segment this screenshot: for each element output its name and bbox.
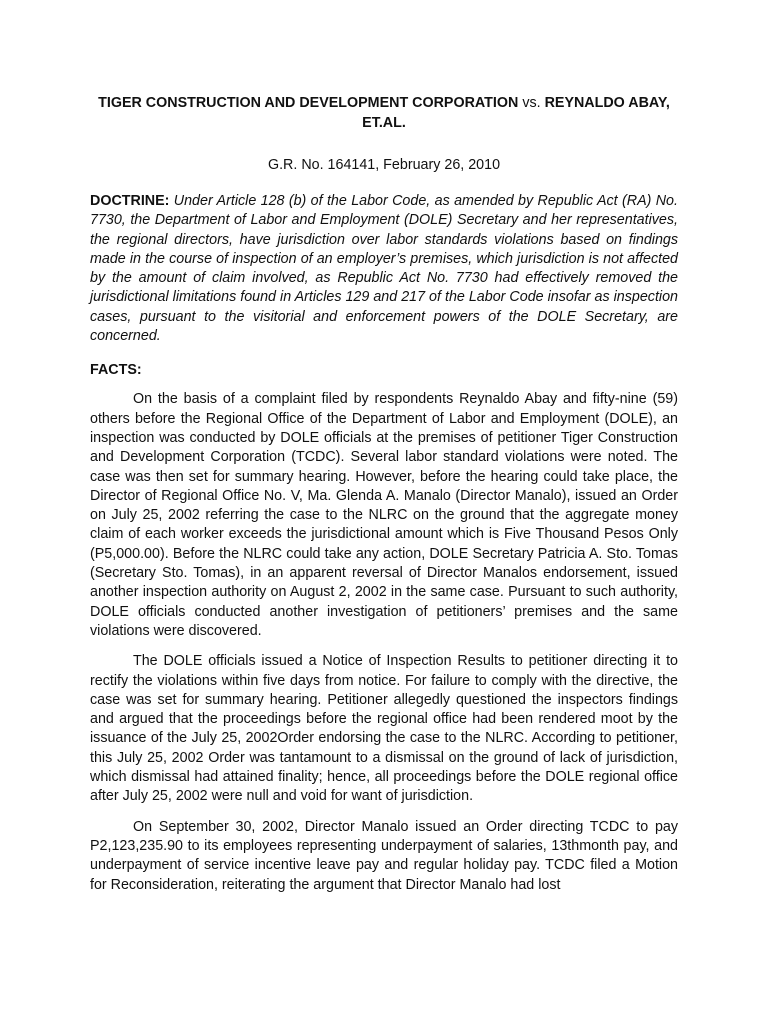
document-page bbox=[90, 93, 678, 895]
facts-paragraph-2: The DOLE officials issued a Notice of Inspection Results to petitioner directing it to rectify the violations within five days from notice. For failure to comply with the directive, the case was set for summary hearing. Petitioner allegedly questioned the inspectors findings and argued that the proceedings before the regional office had been rendered moot by the issuance of the July 25, 2002Order endorsing the case to the NLRC. According to petitioner, this July 25, 2002 Order was tantamount to a dismissal on the ground of lack of jurisdiction, which dismissal had attained finality; hence, all proceedings before the DOLE regional office after July 25, 2002 were null and void for want of jurisdiction. bbox=[90, 653, 678, 805]
facts-heading: FACTS: bbox=[90, 362, 142, 379]
doctrine-label: DOCTRINE: bbox=[90, 193, 170, 209]
doctrine-paragraph bbox=[90, 192, 678, 346]
case-title-vs: vs. bbox=[522, 95, 541, 111]
gr-number: G.R. No. 164141, February 26, 2010 bbox=[267, 157, 501, 173]
case-title bbox=[90, 93, 678, 133]
case-title-petitioner: TIGER CONSTRUCTION AND DEVELOPMENT CORPORATION bbox=[98, 95, 519, 111]
doctrine-text: Under Article 128 (b) of the Labor Code, as amended by Republic Act (RA) No. 7730, the Department of Labor and Employment (DOLE) Secretary and her representatives, the regional directors, have jurisdiction over labor standards violations based on findings made in the course of inspection of an employer’s premises, which jurisdiction is not affected by the amount of claim involved, as Republic Act No. 7730 had effectively removed the jurisdictional limitations found in Articles 129 and 217 of the Labor Code insofar as inspection cases, pursuant to the visitorial and enforcement powers of the DOLE Secretary, are concerned. bbox=[90, 193, 678, 345]
facts-paragraph-3: On September 30, 2002, Director Manalo issued an Order directing TCDC to pay P2,123,235.90 to its employees representing underpayment of salaries, 13thmonth pay, and underpayment of service incentive leave pay and regular holiday pay. TCDC filed a Motion for Reconsideration, reiterating the argument that Director Manalo had lost bbox=[90, 818, 678, 893]
case-title-respondent: REYNALDO ABAY, ET.AL. bbox=[362, 95, 670, 131]
facts-paragraph-1: On the basis of a complaint filed by respondents Reynaldo Abay and fifty-nine (59) others before the Regional Office of the Department of Labor and Employment (DOLE), an inspection was conducted by DOLE officials at the premises of petitioner Tiger Construction and Development Corporation (TCDC). Several labor standard violations were noted. The case was then set for summary hearing. However, before the hearing could take place, the Director of Regional Office No. V, Ma. Glenda A. Manalo (Director Manalo), issued an Order on July 25, 2002 referring the case to the NLRC on the ground that the aggregate money claim of each worker exceeds the jurisdictional amount which is Five Thousand Pesos Only (P5,000.00). Before the NLRC could take any action, DOLE Secretary Patricia A. Sto. Tomas (Secretary Sto. Tomas), in an apparent reversal of Director Manalos endorsement, issued another inspection authority on August 2, 2002 in the same case. Pursuant to such authority, DOLE officials conducted another investigation of petitioners’ premises and the same violations were discovered. bbox=[90, 391, 678, 639]
